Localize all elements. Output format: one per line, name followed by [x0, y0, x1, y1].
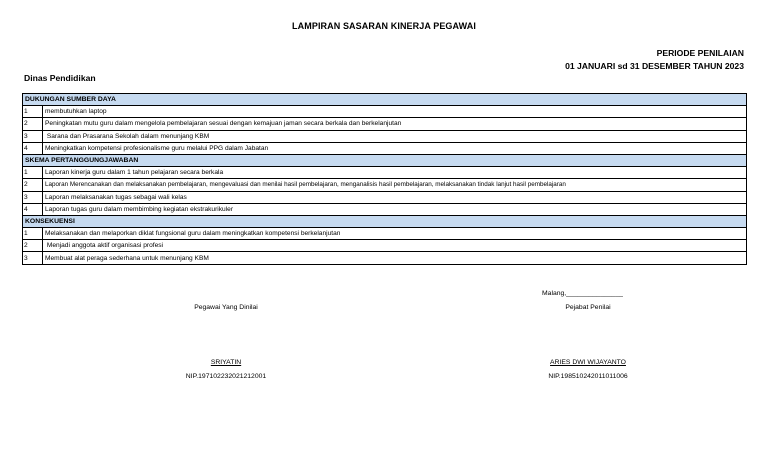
row-text: Menjadi anggota aktif organisasi profesi	[43, 240, 747, 252]
row-text: Laporan kinerja guru dalam 1 tahun pelajaran secara berkala	[43, 167, 747, 179]
row-number: 3	[23, 130, 43, 142]
appraiser-role: Pejabat Penilai	[565, 304, 611, 311]
section-heading: KONSEKUENSI	[23, 215, 747, 227]
table-row	[23, 228, 747, 240]
period-range: 01 JANUARI sd 31 DESEMBER TAHUN 2023	[565, 61, 744, 71]
row-text: Laporan tugas guru dalam membimbing kegiatan ekstrakurikuler	[43, 203, 747, 215]
table-row	[23, 191, 747, 203]
row-number: 3	[23, 191, 43, 203]
appraisee-nip: NIP.197102232021212001	[185, 373, 267, 380]
row-number: 1	[23, 228, 43, 240]
table-row	[23, 167, 747, 179]
row-text: Membuat alat peraga sederhana untuk menunjang KBM	[43, 252, 747, 264]
agency-name: Dinas Pendidikan	[24, 73, 96, 83]
row-number: 2	[23, 118, 43, 130]
row-number: 4	[23, 142, 43, 154]
table-row	[23, 203, 747, 215]
table-row	[23, 142, 747, 154]
row-number: 1	[23, 167, 43, 179]
row-number: 2	[23, 179, 43, 191]
targets-table	[22, 93, 747, 265]
period-block	[565, 47, 744, 73]
appraiser-nip: NIP.198510242011011006	[548, 373, 628, 380]
appraiser-name: ARIES DWI WIJAYANTO	[550, 359, 626, 366]
row-text: Meningkatkan kompetensi profesionalisme guru melalui PPG dalam Jabatan	[43, 142, 747, 154]
row-number: 4	[23, 203, 43, 215]
table-row	[23, 240, 747, 252]
section-header-konsekuensi	[23, 215, 747, 227]
row-text: membutuhkan laptop	[43, 106, 747, 118]
section-heading: SKEMA PERTANGGUNGJAWABAN	[23, 154, 747, 166]
signature-place-date: Malang,_______________	[542, 290, 623, 297]
table-row	[23, 130, 747, 142]
period-label: PERIODE PENILAIAN	[656, 48, 744, 58]
row-text: Laporan melaksanakan tugas sebagai wali kelas	[43, 191, 747, 203]
row-text: Melaksanakan dan melaporkan diklat fungsional guru dalam meningkatkan kompetensi berkelanjutan	[43, 228, 747, 240]
table-row	[23, 179, 747, 191]
table-row	[23, 118, 747, 130]
section-heading: DUKUNGAN SUMBER DAYA	[23, 94, 747, 106]
row-text: Sarana dan Prasarana Sekolah dalam menunjang KBM	[43, 130, 747, 142]
row-text: Laporan Merencanakan dan melaksanakan pembelajaran, mengevaluasi dan menilai hasil pembelajaran, menganalisis hasil pembelajaran, melaksanakan tindak lanjut hasil pembelajaran	[43, 179, 747, 191]
row-number: 3	[23, 252, 43, 264]
row-number: 2	[23, 240, 43, 252]
appraisee-role: Pegawai Yang Dinilai	[194, 304, 258, 311]
document-title: LAMPIRAN SASARAN KINERJA PEGAWAI	[292, 21, 476, 31]
table-row	[23, 106, 747, 118]
section-header-dukungan	[23, 94, 747, 106]
row-number: 1	[23, 106, 43, 118]
row-text: Peningkatan mutu guru dalam mengelola pembelajaran sesuai dengan kemajuan jaman secara berkala dan berkelanjutan	[43, 118, 747, 130]
section-header-skema	[23, 154, 747, 166]
appraisee-name: SRIYATIN	[210, 359, 242, 366]
table-row	[23, 252, 747, 264]
